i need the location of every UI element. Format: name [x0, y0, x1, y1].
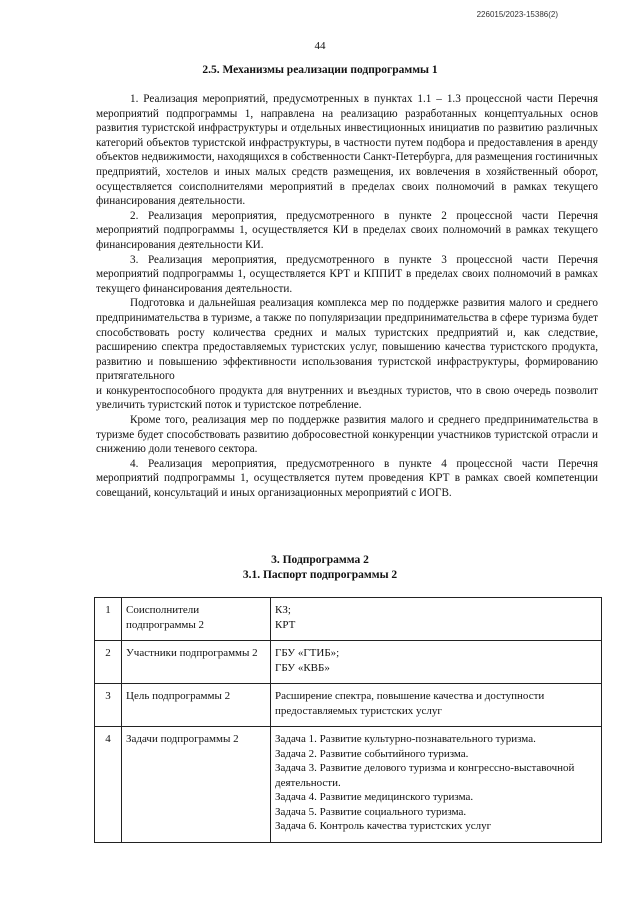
paragraph: 2. Реализация мероприятия, предусмотренного в пункте 2 процессной части Перечня мероприятий подпрограммы 1, осуществляется КИ в пределах своих полномочий в рамках текущего финансирования деятельности КИ. [96, 209, 598, 251]
value-line: Задача 5. Развитие социального туризма. [275, 805, 467, 818]
row-number: 3 [95, 684, 122, 727]
table-row [95, 598, 602, 641]
row-label: Соисполнители подпрограммы 2 [122, 598, 271, 641]
value-line: Задача 6. Контроль качества туристских услуг [275, 820, 492, 832]
row-label: Задачи подпрограммы 2 [122, 727, 271, 843]
table-row [95, 684, 602, 727]
passport-table [94, 597, 602, 843]
row-value [271, 598, 602, 641]
paragraph: Подготовка и дальнейшая реализация комплекса мер по поддержке развития малого и среднего предпринимательства в туризме, а также по популяризации предпринимательства в сфере туризма будет способствовать росту количества средних и малых туристских предприятий и, как следствие, расширению спектра предоставляемых туристских услуг, повышению качества туристского продукта, развитию и повышению эффективности использования туристской инфраструктуры, формированию притягательного [96, 297, 598, 383]
value-line: Расширение спектра, повышение качества и доступности предоставляемых туристских услуг [275, 690, 545, 717]
table-row [95, 727, 602, 843]
value-line: Задача 4. Развитие медицинского туризма. [275, 791, 474, 803]
value-line: Задача 1. Развитие культурно-познавательного туризма. [275, 733, 536, 745]
passport-title: 3.1. Паспорт подпрограммы 2 [242, 569, 398, 581]
row-number: 4 [95, 727, 122, 843]
value-line: КЗ; [275, 604, 291, 616]
row-number: 1 [95, 598, 122, 641]
value-line: ГБУ «ГТИБ»; [275, 647, 340, 659]
value-line: Задача 2. Развитие событийного туризма. [275, 747, 469, 760]
subprogram-title: 3. Подпрограмма 2 [271, 554, 369, 566]
value-line: ГБУ «КВБ» [275, 661, 330, 674]
value-line: Задача 3. Развитие делового туризма и конгрессно-выставочной деятельности. [275, 762, 575, 789]
row-value [271, 684, 602, 727]
subprogram-heading [0, 553, 640, 583]
document-id: 226015/2023-15386(2) [476, 10, 558, 19]
row-number: 2 [95, 641, 122, 684]
value-line: КРТ [275, 618, 296, 631]
table-row [95, 641, 602, 684]
section-body [96, 92, 598, 501]
page-number: 44 [314, 40, 326, 52]
paragraph: 1. Реализация мероприятий, предусмотренных в пунктах 1.1 – 1.3 процессной части Перечня мероприятий подпрограммы 1, направлена на реализацию разработанных концептуальных основ развития туристской инфраструктуры и отдельных инвестиционных инициатив по развитию различных категорий объектов туристской инфраструктуры, в частности путем подбора и предоставления в аренду объектов недвижимости, находящихся в собственности Санкт-Петербурга, для размещения гостиничных предприятий, хостелов и иных малых средств размещения, их вовлечения в хозяйственный оборот, осуществляется соисполнителями мероприятий в пределах своих полномочий в рамках текущего финансирования деятельности. [96, 93, 598, 208]
paragraph: 4. Реализация мероприятия, предусмотренного в пункте 4 процессной части Перечня мероприятий подпрограммы 1, осуществляется путем проведения КРТ в рамках своей компетенции совещаний, консультаций и иных организационных мероприятий с ИОГВ. [96, 457, 598, 500]
row-value [271, 727, 602, 843]
paragraph: 3. Реализация мероприятия, предусмотренного в пункте 3 процессной части Перечня мероприятий подпрограммы 1, осуществляется КРТ и КППИТ в пределах своих полномочий в рамках текущего финансирования деятельности. [96, 253, 598, 295]
row-label: Участники подпрограммы 2 [122, 641, 271, 684]
row-value [271, 641, 602, 684]
paragraph: Кроме того, реализация мер по поддержке развития малого и среднего предпринимательства в туризме будет способствовать развитию добросовестной конкуренции участников туристской отрасли и снижению доли теневого сектора. [96, 414, 598, 456]
section-title: 2.5. Механизмы реализации подпрограммы 1 [202, 64, 438, 76]
paragraph: и конкурентоспособного продукта для внутренних и въездных туристов, что в свою очередь позволит увеличить туристский поток и туристское потребление. [96, 384, 598, 412]
row-label: Цель подпрограммы 2 [122, 684, 271, 727]
